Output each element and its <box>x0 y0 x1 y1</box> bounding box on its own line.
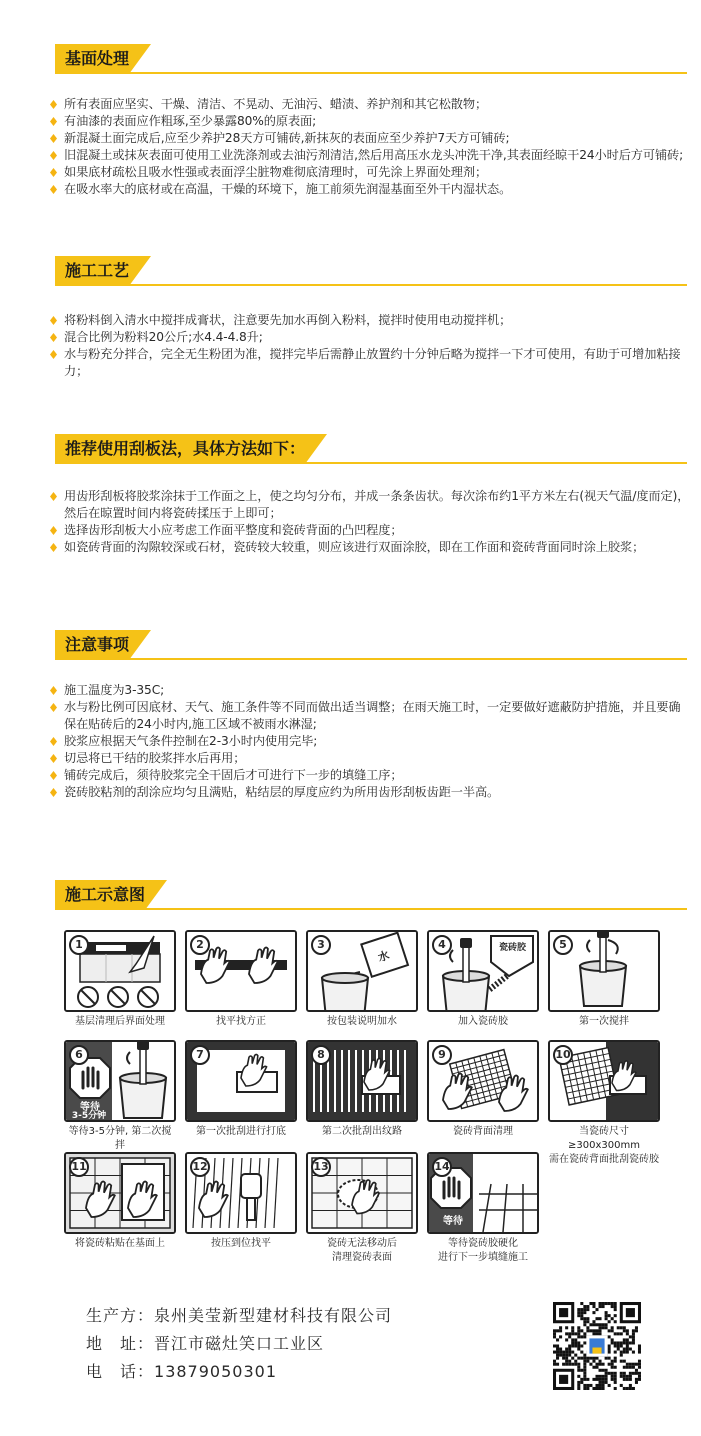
bullet-item: 水与粉充分拌合，完全无生粉团为准，搅拌完毕后需静止放置约十分钟后略为搅拌一下才可使用，有助于可增加粘接力； <box>50 346 691 380</box>
step-illustration <box>427 1040 539 1122</box>
step-11 <box>64 1152 176 1251</box>
step-caption: 等待3-5分钟, 第二次搅拌 <box>68 1126 172 1151</box>
address-value: 晋江市磁灶笑口工业区 <box>154 1334 325 1353</box>
step-number: 1 <box>69 935 89 955</box>
step-number: 3 <box>311 935 331 955</box>
step-caption: 按包装说明加水 <box>327 1016 397 1027</box>
section-header <box>0 256 701 286</box>
water-label: 水 <box>376 948 391 965</box>
step-10 <box>548 1040 660 1167</box>
step-3 <box>306 930 418 1029</box>
wait-time-label: 3-5分钟 <box>71 1111 107 1121</box>
step-number: 13 <box>311 1157 331 1177</box>
section-diagram <box>0 880 701 910</box>
bullet-item: 瓷砖胶粘剂的刮涂应均匀且满贴，粘结层的厚度应约为所用齿形刮板齿距一半高。 <box>50 784 691 801</box>
step-8 <box>306 1040 418 1139</box>
phone-row <box>86 1358 392 1386</box>
step-caption: 瓷砖背面清理 <box>453 1126 513 1137</box>
section-title: 推荐使用刮板法，具体方法如下： <box>55 434 305 464</box>
section-header <box>0 44 701 74</box>
maker-label: 生产方： <box>86 1306 155 1325</box>
maker-value: 泉州美莹新型建材科技有限公司 <box>154 1306 393 1325</box>
bullet-item: 选择齿形刮板大小应考虑工作面平整度和瓷砖背面的凸凹程度； <box>50 522 691 539</box>
section-base-treatment <box>0 44 701 198</box>
step-number: 4 <box>432 935 452 955</box>
section-divider <box>55 462 687 464</box>
step-4 <box>427 930 539 1029</box>
step-caption: 第一次批刮进行打底 <box>196 1126 286 1137</box>
step-illustration <box>64 930 176 1012</box>
section-title: 施工工艺 <box>55 256 129 286</box>
phone-label: 电 话： <box>86 1362 155 1381</box>
section-divider <box>55 908 687 910</box>
bullet-item: 旧混凝土或抹灰表面可使用工业洗涤剂或去油污剂清洁,然后用高压水龙头冲洗干净,其表面经晾干24小时后方可铺砖; <box>50 147 691 164</box>
bullet-item: 胶浆应根据天气条件控制在2-3小时内使用完毕; <box>50 733 691 750</box>
section-title: 施工示意图 <box>55 880 145 910</box>
bullet-item: 所有表面应坚实、干燥、清洁、不晃动、无油污、蜡渍、养护剂和其它松散物； <box>50 96 691 113</box>
section-header <box>0 434 701 464</box>
bullet-item: 如瓷砖背面的沟隙较深或石材，瓷砖较大较重，则应该进行双面涂胶，即在工作面和瓷砖背面同时涂上胶浆； <box>50 539 691 556</box>
step-5 <box>548 930 660 1029</box>
step-caption: 加入瓷砖胶 <box>458 1016 508 1027</box>
bullet-item: 将粉料倒入清水中搅拌成膏状，注意要先加水再倒入粉料，搅拌时使用电动搅拌机； <box>50 312 691 329</box>
step-1 <box>64 930 176 1029</box>
maker-row <box>86 1302 392 1330</box>
section-title: 基面处理 <box>55 44 129 74</box>
step-caption: 等待瓷砖胶硬化 <box>448 1238 518 1249</box>
step-number: 12 <box>190 1157 210 1177</box>
step-number: 2 <box>190 935 210 955</box>
step-number: 6 <box>69 1045 89 1065</box>
section-title: 注意事项 <box>55 630 129 660</box>
address-label: 地 址： <box>86 1334 155 1353</box>
step-12 <box>185 1152 297 1251</box>
bullet-item: 用齿形刮板将胶浆涂抹于工作面之上，使之均匀分布，并成一条条齿状。每次涂布约1平方米左右(视天气温/度而定)，然后在晾置时间内将瓷砖揉压于上即可； <box>50 488 691 522</box>
bullet-item: 如果底材疏松且吸水性强或表面浮尘脏物难彻底清理时，可先涂上界面处理剂； <box>50 164 691 181</box>
section-header <box>0 880 701 910</box>
step-illustration <box>64 1152 176 1234</box>
step-6 <box>64 1040 176 1153</box>
step-illustration <box>185 1040 297 1122</box>
bullet-list <box>50 312 691 380</box>
bullet-item: 施工温度为3-35C; <box>50 682 691 699</box>
section-notes <box>0 630 701 801</box>
section-divider <box>55 658 687 660</box>
bullet-list <box>50 96 691 198</box>
section-construction-process <box>0 256 701 380</box>
step-number: 11 <box>69 1157 89 1177</box>
bullet-list <box>50 488 691 556</box>
step-illustration <box>185 930 297 1012</box>
step-caption: 进行下一步填缝施工 <box>438 1252 528 1263</box>
adhesive-label: 瓷砖胶 <box>499 943 527 953</box>
step-14 <box>427 1152 539 1265</box>
wait-label: 等待 <box>80 1102 100 1113</box>
step-caption: 瓷砖无法移动后 <box>327 1238 397 1249</box>
step-caption: 将瓷砖粘贴在基面上 <box>75 1238 165 1249</box>
section-divider <box>55 284 687 286</box>
bullet-item: 新混凝土面完成后,应至少养护28天方可铺砖,新抹灰的表面应至少养护7天方可铺砖; <box>50 130 691 147</box>
step-number: 14 <box>432 1157 452 1177</box>
step-caption: 当瓷砖尺寸≥300x300mm <box>568 1126 640 1151</box>
step-illustration <box>306 1040 418 1122</box>
address-row <box>86 1330 392 1358</box>
step-illustration <box>427 930 539 1012</box>
step-caption: 需在瓷砖背面批刮瓷砖胶 <box>549 1154 659 1165</box>
step-illustration <box>548 930 660 1012</box>
step-9 <box>427 1040 539 1139</box>
bullet-item: 混合比例为粉料20公斤;水4.4-4.8升; <box>50 329 691 346</box>
bullet-item: 切忌将已干结的胶浆拌水后再用； <box>50 750 691 767</box>
step-caption: 找平找方正 <box>216 1016 266 1027</box>
step-number: 8 <box>311 1045 331 1065</box>
company-info <box>86 1302 392 1386</box>
step-number: 10 <box>553 1045 573 1065</box>
step-13 <box>306 1152 418 1265</box>
bullet-item: 有油漆的表面应作粗琢,至少暴露80%的原表面; <box>50 113 691 130</box>
step-illustration <box>306 1152 418 1234</box>
bullet-list <box>50 682 691 801</box>
step-caption: 基层清理后界面处理 <box>75 1016 165 1027</box>
step-caption: 第一次搅拌 <box>579 1016 629 1027</box>
step-illustration <box>427 1152 539 1234</box>
step-number: 5 <box>553 935 573 955</box>
bullet-item: 铺砖完成后，须待胶浆完全干固后才可进行下一步的填缝工序； <box>50 767 691 784</box>
bullet-item: 水与粉比例可因底材、天气、施工条件等不同而做出适当调整；在雨天施工时，一定要做好遮蔽防护措施，并且要确保在贴砖后的24小时内,施工区域不被雨水淋湿; <box>50 699 691 733</box>
section-divider <box>55 72 687 74</box>
step-caption: 清理瓷砖表面 <box>332 1252 392 1263</box>
section-header <box>0 630 701 660</box>
step-illustration <box>185 1152 297 1234</box>
step-2 <box>185 930 297 1029</box>
step-illustration <box>548 1040 660 1122</box>
step-number: 9 <box>432 1045 452 1065</box>
step-illustration <box>64 1040 176 1122</box>
step-caption: 按压到位找平 <box>211 1238 271 1249</box>
step-illustration <box>306 930 418 1012</box>
step-caption: 第二次批刮出纹路 <box>322 1126 402 1137</box>
bullet-item: 在吸水率大的底材或在高温，干燥的环境下，施工前须先润湿基面至外干内湿状态。 <box>50 181 691 198</box>
step-7 <box>185 1040 297 1139</box>
step-number: 7 <box>190 1045 210 1065</box>
qr-code-icon[interactable] <box>553 1302 641 1390</box>
wait-label: 等待 <box>443 1216 463 1227</box>
phone-value: 13879050301 <box>154 1362 277 1381</box>
section-trowel-method <box>0 434 701 556</box>
